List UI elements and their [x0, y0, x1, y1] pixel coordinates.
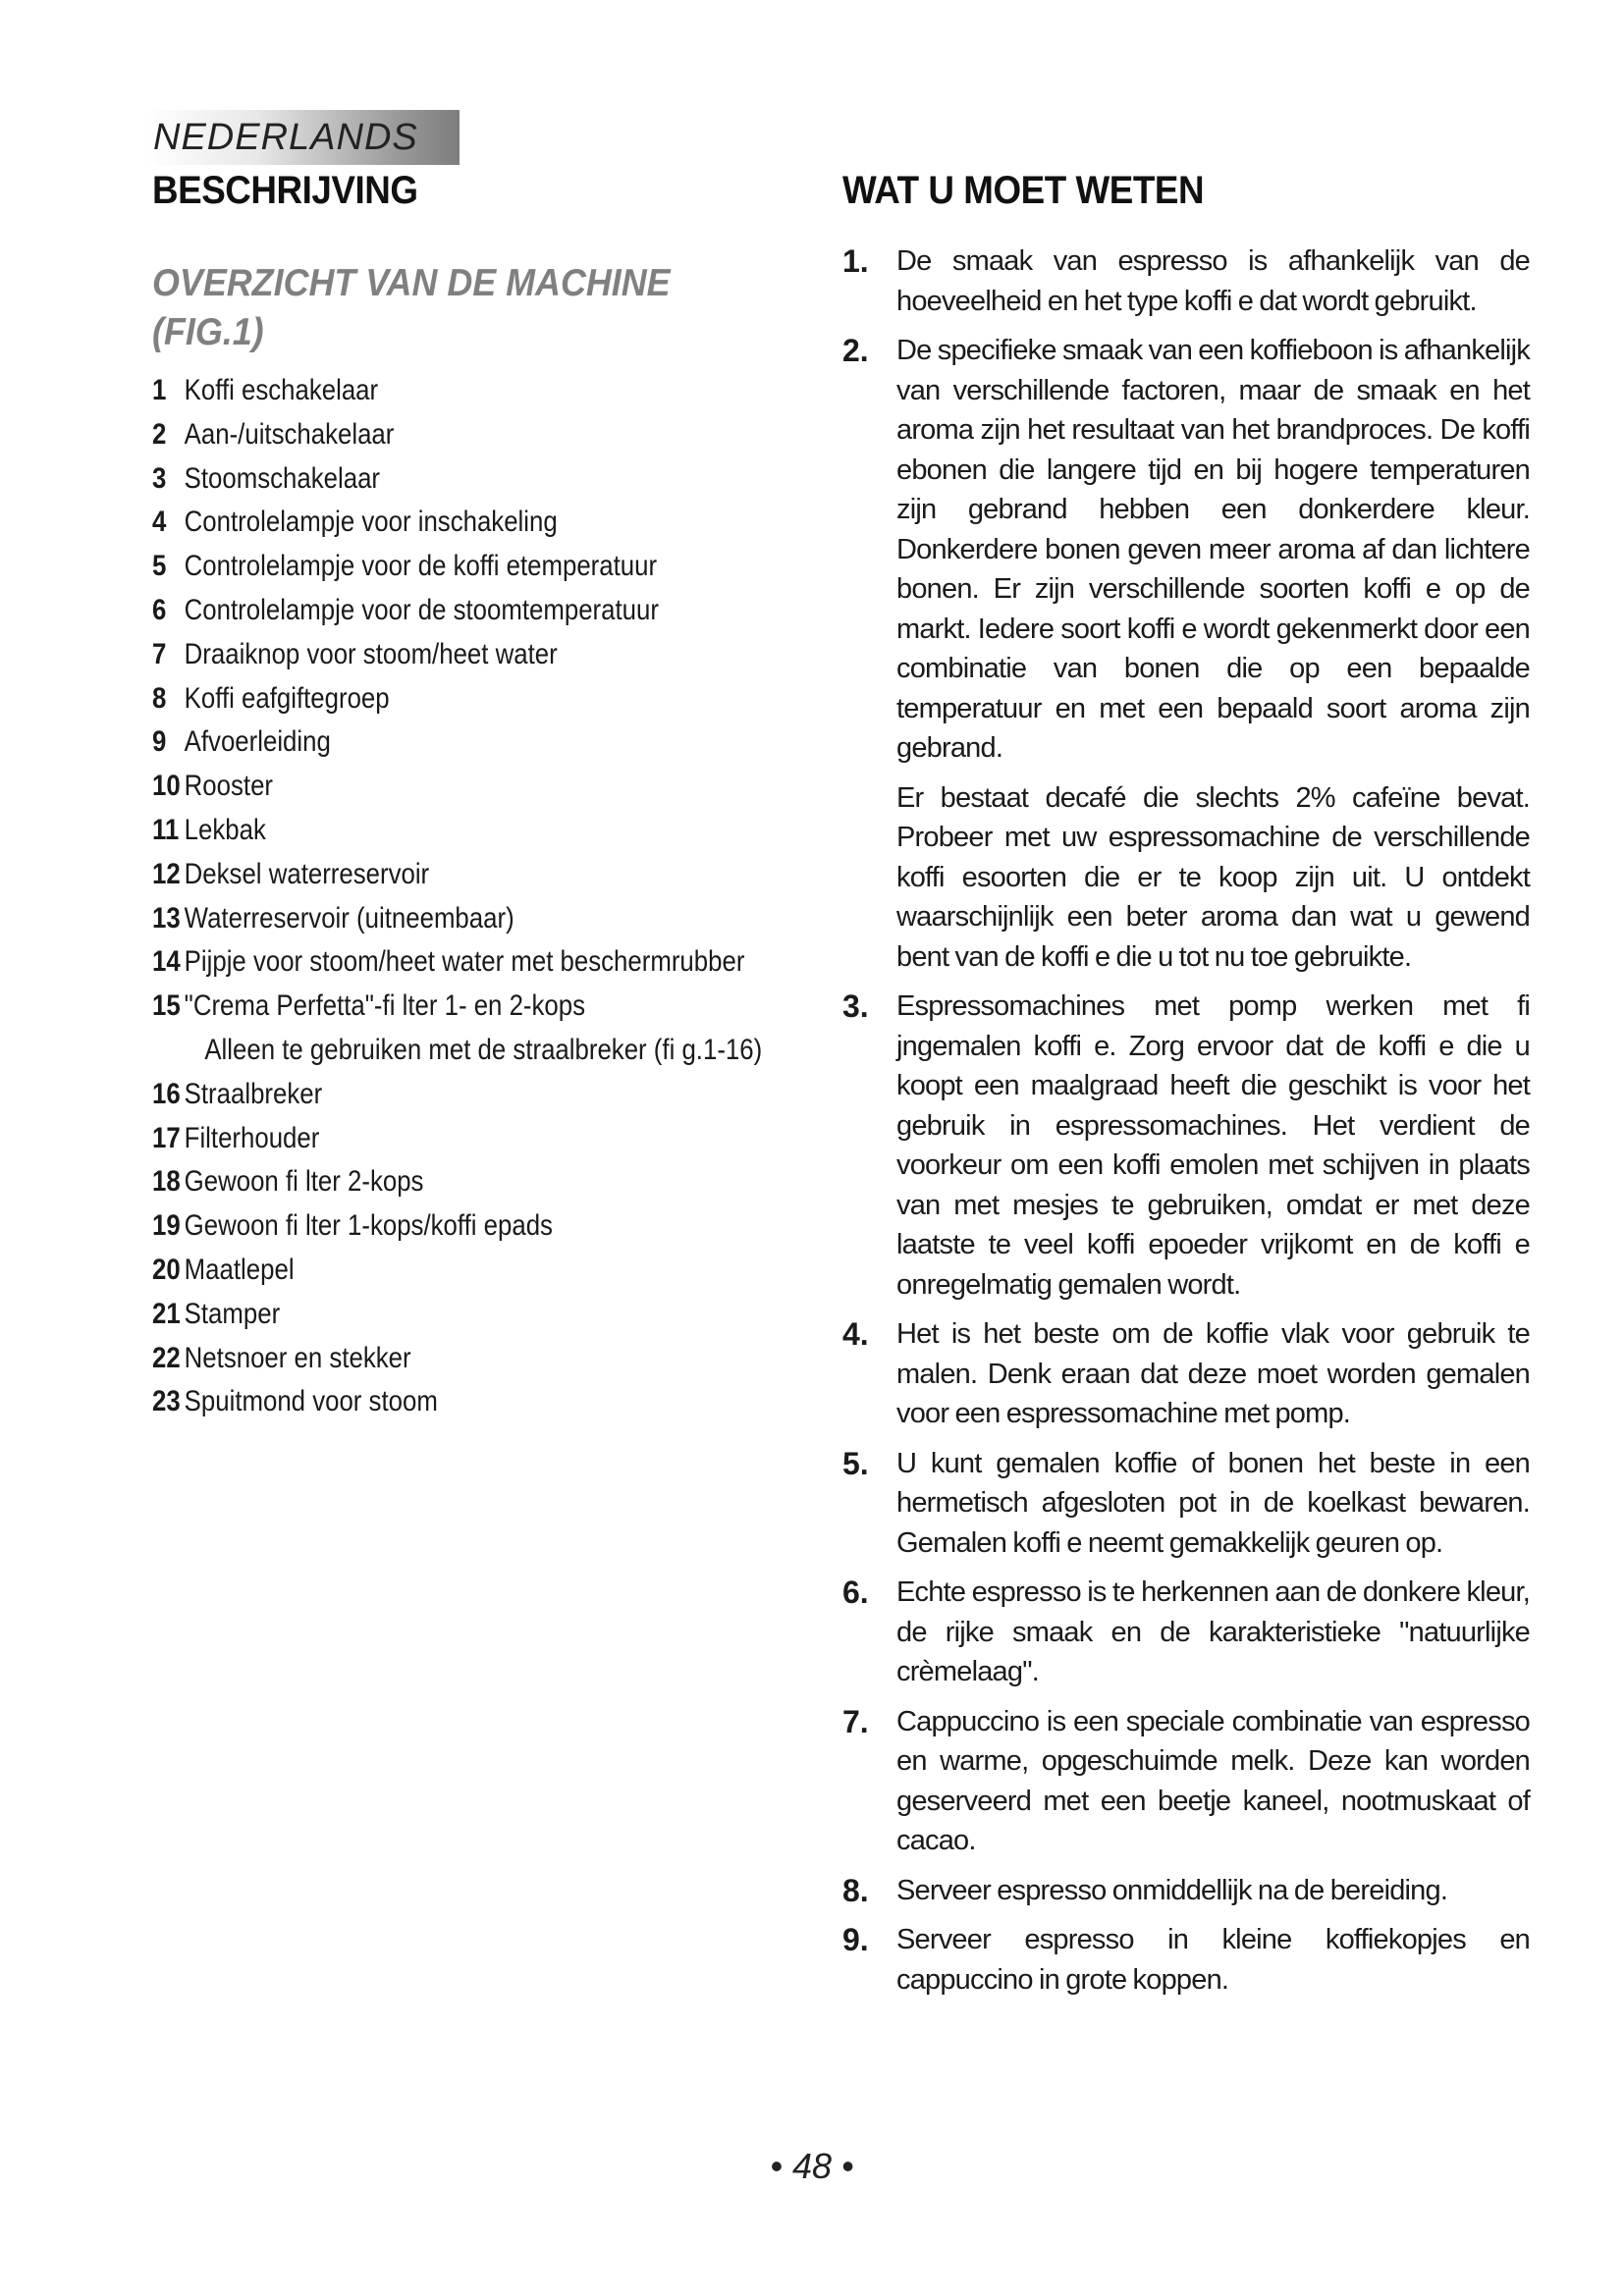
language-label: NEDERLANDS	[153, 117, 418, 158]
list-item: 15 "Crema Perfetta"-fi lter 1- en 2-kops	[152, 989, 586, 1023]
list-item: 3. Espressomachines met pomp werken met fi jngemalen koffi e. Zorg ervoor dat de koffi e die u koopt een maalgraad heeft die geschikt is voor het gebruik in espressomachines. Het verdient de voorkeur om een koffi emolen met schijven in plaats van met mesjes te gebruiken, omdat er met deze laatste te veel koffi epoeder vrijkomt en de koffi e onregelmatig gemalen wordt.	[842, 988, 1530, 1301]
list-item: 7 Draaiknop voor stoom/heet water	[152, 637, 558, 670]
list-item: 5. U kunt gemalen koffie of bonen het beste in een hermetisch afgesloten pot in de koelkast bewaren. Gemalen koffi e neemt gemakkelijk geuren op.	[842, 1445, 1530, 1559]
parts-list	[152, 369, 790, 1424]
list-item: 17 Filterhouder	[152, 1121, 320, 1154]
list-item: 6. Echte espresso is te herkennen aan de donkere kleur, de rijke smaak en de karakteristieke "natuurlijke crèmelaag".	[842, 1575, 1530, 1687]
language-tab	[147, 110, 460, 165]
list-item: 16 Straalbreker	[152, 1077, 323, 1110]
list-item: 11 Lekbak	[152, 813, 266, 846]
list-item: 6 Controlelampje voor de stoomtemperatuur	[152, 593, 659, 626]
right-column	[842, 165, 1530, 2009]
list-item: 23 Spuitmond voor stoom	[152, 1385, 438, 1418]
list-item: 5 Controlelampje voor de koffi etemperatuur	[152, 550, 658, 583]
list-item: 13 Waterreservoir (uitneembaar)	[152, 901, 514, 934]
list-item: 7. Cappuccino is een speciale combinatie van espresso en warme, opgeschuimde melk. Deze kan worden geserveerd met een beetje kaneel, nootmuskaat of cacao.	[842, 1703, 1530, 1856]
list-item: 10 Rooster	[152, 770, 274, 803]
section-title-beschrijving: BESCHRIJVING	[152, 169, 418, 212]
list-item: 4 Controlelampje voor inschakeling	[152, 506, 558, 539]
list-item: 12 Deksel waterreservoir	[152, 857, 430, 890]
page-number: • 48 •	[770, 2146, 854, 2186]
machine-overview-subtitle: OVERZICHT VAN DE MACHINE (FIG.1)	[152, 262, 671, 353]
list-item: 8 Koffi eafgiftegroep	[152, 681, 390, 715]
left-column	[152, 165, 790, 1424]
list-item: 8. Serveer espresso onmiddellijk na de bereiding.	[842, 1872, 1448, 1908]
list-item: 9 Afvoerleiding	[152, 725, 331, 759]
list-item: 18 Gewoon fi lter 2-kops	[152, 1165, 424, 1199]
list-item: 20 Maatlepel	[152, 1253, 295, 1286]
facts-list	[842, 241, 1530, 2000]
list-item: 3 Stoomschakelaar	[152, 461, 381, 495]
list-item: 21 Stamper	[152, 1297, 281, 1330]
list-item: 4. Het is het beste om de koffie vlak voor gebruik te malen. Denk eraan dat deze moet worden gemalen voor een espressomachine met pomp.	[842, 1316, 1530, 1429]
list-item: 1. De smaak van espresso is afhankelijk van de hoeveelheid en het type koffi e dat wordt gebruikt.	[842, 243, 1530, 317]
list-item: 19 Gewoon fi lter 1-kops/koffi epads	[152, 1209, 553, 1243]
list-item: 9. Serveer espresso in kleine koffiekopjes en cappuccino in grote koppen.	[842, 1922, 1530, 1996]
list-item: 2 Aan-/uitschakelaar	[152, 417, 395, 451]
list-item: 2. De specifieke smaak van een koffieboon is afhankelijk van verschillende factoren, maar de smaak en het aroma zijn het resultaat van het brandproces. De koffi ebonen die langere tijd en bij hogere temperaturen zijn gebrand hebben een donkerdere kleur. Donkerdere bonen geven meer aroma af dan lichtere bonen. Er zijn verschillende soorten koffi e op de markt. Iedere soort koffi e wordt gekenmerkt door een combinatie van bonen die op een bepaalde temperatuur en met een bepaald soort aroma zijn gebrand. Er bestaat decafé die slechts 2% cafeïne bevat. Probeer met uw espressomachine de verschillende koffi esoorten die er te koop zijn uit. U ontdekt waarschijnlijk een beter aroma dan wat u gewend bent van de koffi e die u tot nu toe gebruikte.	[842, 333, 1530, 973]
parts-note: Alleen te gebruiken met de straalbreker (fi g.1-16)	[204, 1033, 763, 1066]
list-item: 1 Koffi eschakelaar	[152, 374, 379, 406]
list-item: 22 Netsnoer en stekker	[152, 1341, 411, 1374]
section-title-wat-u-moet-weten: WAT U MOET WETEN	[842, 169, 1205, 212]
list-item: 14 Pijpje voor stoom/heet water met beschermrubber	[152, 945, 745, 979]
